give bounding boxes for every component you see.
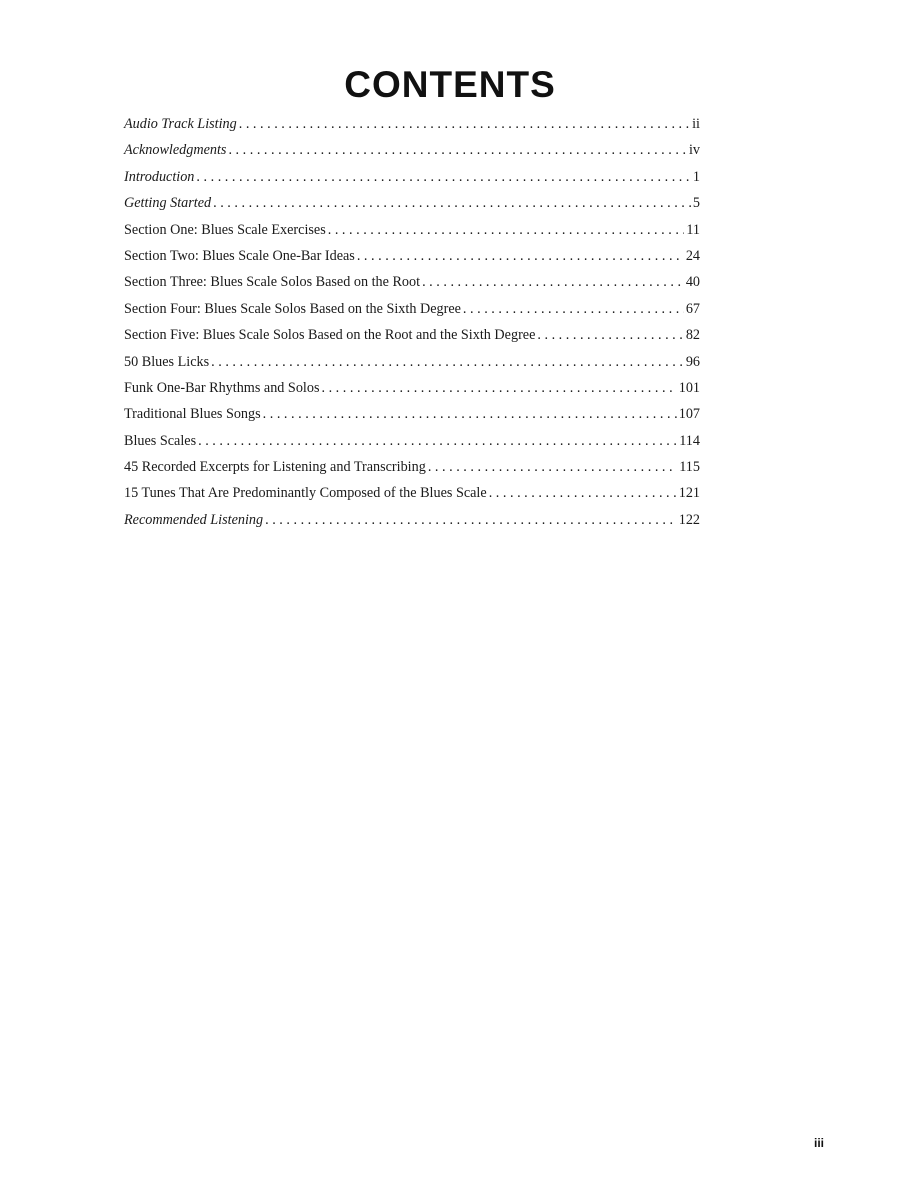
dot-leader <box>265 512 677 529</box>
dot-leader <box>428 459 677 476</box>
toc-entry-page-number: ii <box>692 116 700 132</box>
toc-entry-page-number: 1 <box>692 168 700 185</box>
toc-entry-page-number: 82 <box>685 327 700 344</box>
toc-entry-page-number: 11 <box>686 221 700 238</box>
toc-entry <box>124 222 700 248</box>
toc-entry-title: Funk One-Bar Rhythms and Solos <box>124 379 320 396</box>
dot-leader <box>489 485 677 502</box>
toc-entry-title: Traditional Blues Songs <box>124 406 261 423</box>
toc-entry-title: Audio Track Listing <box>124 116 237 132</box>
toc-entry-title: Section One: Blues Scale Exercises <box>124 221 326 238</box>
toc-entry-page-number: iv <box>688 142 700 159</box>
dot-leader <box>321 380 676 397</box>
toc-entry <box>124 142 700 168</box>
toc-entry-page-number: 24 <box>685 247 700 264</box>
toc-entry-title: Getting Started <box>124 195 212 212</box>
toc-entry-title: Recommended Listening <box>124 511 264 528</box>
dot-leader <box>239 116 690 133</box>
toc-entry-page-number: 107 <box>678 406 700 423</box>
dot-leader <box>228 142 687 159</box>
toc-entry <box>124 116 700 142</box>
toc-entry-title: Blues Scales <box>124 432 197 449</box>
dot-leader <box>463 301 684 318</box>
toc-entry <box>124 195 700 221</box>
toc-entry <box>124 459 700 485</box>
toc-entry <box>124 485 700 511</box>
toc-entry-page-number: 40 <box>685 274 700 291</box>
toc-entry <box>124 301 700 327</box>
toc-entry-title: Introduction <box>124 168 195 185</box>
dot-leader <box>422 274 684 291</box>
page-number: iii <box>813 1136 824 1150</box>
toc-entry-page-number: 115 <box>679 459 700 476</box>
toc-entry <box>124 406 700 432</box>
table-of-contents <box>124 116 700 538</box>
toc-entry-page-number: 122 <box>678 511 700 528</box>
toc-entry-page-number: 96 <box>685 353 700 370</box>
toc-entry-title: Section Two: Blues Scale One-Bar Ideas <box>124 247 355 264</box>
toc-entry-page-number: 101 <box>678 379 700 396</box>
dot-leader <box>357 248 684 265</box>
dot-leader <box>198 433 677 450</box>
toc-entry-page-number: 121 <box>678 485 700 502</box>
toc-entry <box>124 512 700 538</box>
dot-leader <box>196 169 691 186</box>
toc-entry-title: 50 Blues Licks <box>124 353 210 370</box>
toc-entry-page-number: 67 <box>685 300 700 317</box>
toc-entry <box>124 433 700 459</box>
dot-leader <box>328 222 685 239</box>
toc-entry-title: Acknowledgments <box>124 142 227 159</box>
toc-entry <box>124 274 700 300</box>
dot-leader <box>537 327 683 344</box>
toc-entry-title: Section Four: Blues Scale Solos Based on the Sixth Degree <box>124 300 461 317</box>
toc-entry-page-number: 5 <box>692 195 700 212</box>
toc-entry-title: Section Three: Blues Scale Solos Based on the Root <box>124 274 421 291</box>
toc-entry-title: Section Five: Blues Scale Solos Based on the Root and the Sixth Degree <box>124 327 536 344</box>
toc-entry-title: 15 Tunes That Are Predominantly Composed of the Blues Scale <box>124 485 487 502</box>
dot-leader <box>211 354 684 371</box>
toc-entry <box>124 248 700 274</box>
toc-entry-page-number: 114 <box>679 432 700 449</box>
toc-entry <box>124 327 700 353</box>
toc-entry <box>124 380 700 406</box>
toc-entry <box>124 354 700 380</box>
toc-entry <box>124 169 700 195</box>
page-title: CONTENTS <box>344 63 556 105</box>
dot-leader <box>213 195 691 212</box>
toc-entry-title: 45 Recorded Excerpts for Listening and Transcribing <box>124 459 426 476</box>
dot-leader <box>263 406 677 423</box>
